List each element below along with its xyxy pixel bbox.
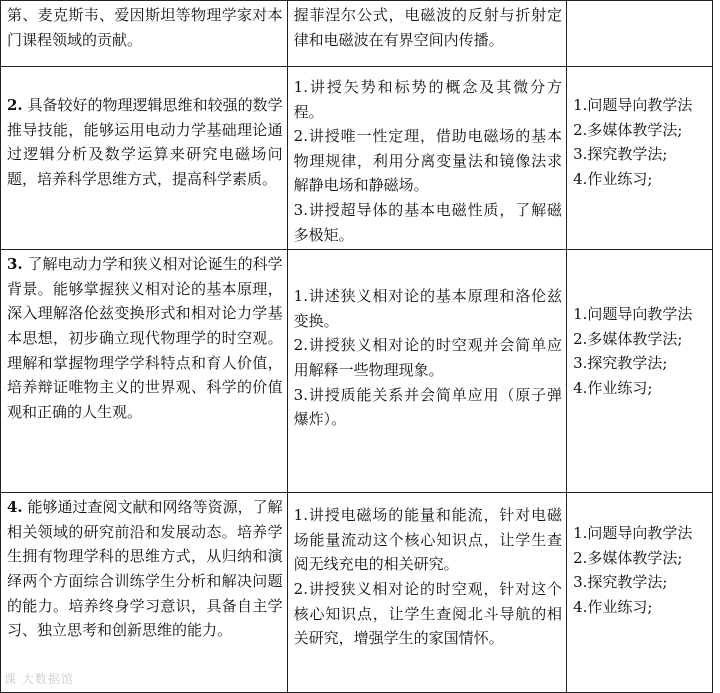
objective-text: 第、麦克斯韦、爱因斯坦等物理学家对本门课程领域的贡献。 bbox=[7, 6, 283, 49]
method-item: 1.问题导向教学法 bbox=[573, 524, 693, 543]
objective-number: 2. bbox=[7, 96, 23, 114]
objective-cell bbox=[1, 1, 288, 67]
method-item: 2.多媒体教学法; bbox=[573, 120, 683, 139]
method-item: 4.作业练习; bbox=[573, 169, 653, 188]
objective-cell bbox=[1, 250, 288, 493]
method-item: 3.探究教学法; bbox=[573, 573, 668, 592]
content-item: 1.讲授电磁场的能量和能流，针对电磁场能量流动这个核心知识点，让学生查阅无线充电的相关研究。 bbox=[293, 506, 563, 574]
content-cell bbox=[287, 250, 566, 493]
objective-cell bbox=[1, 493, 288, 693]
objective-number: 4. bbox=[7, 498, 23, 517]
content-item: 1.讲授矢势和标势的概念及其微分方程。 bbox=[293, 78, 563, 121]
method-cell bbox=[567, 250, 713, 493]
content-cell bbox=[287, 67, 566, 250]
method-item: 2.多媒体教学法; bbox=[573, 329, 683, 348]
content-cell bbox=[287, 1, 566, 67]
table-row bbox=[1, 250, 713, 493]
method-item: 1.问题导向教学法 bbox=[573, 305, 693, 324]
content-cell bbox=[287, 493, 566, 693]
content-item: 2.讲授唯一性定理，借助电磁场的基本物理规律，利用分离变量法和镜像法求解静电场和静磁场。 bbox=[293, 127, 563, 195]
content-item: 握菲涅尔公式，电磁波的反射与折射定律和电磁波在有界空间内传播。 bbox=[293, 6, 563, 49]
objective-text: 能够通过查阅文献和网络等资源，了解相关领域的研究前沿和发展动态。培养学生拥有物理学科的思维方式，从归纳和演绎两个方面综合训练学生分析和解决问题的能力。培养终身学习意识，具备自主学习、独立思考和创新思维的能力。 bbox=[7, 498, 283, 640]
objective-text: 具备较好的物理逻辑思维和较强的数学推导技能，能够运用电动力学基础理论通过逻辑分析及数学运算来研究电磁场问题，培养科学思维方式，提高科学素质。 bbox=[7, 96, 283, 188]
objective-number: 3. bbox=[7, 255, 23, 274]
objective-cell bbox=[1, 67, 288, 250]
method-item: 1.问题导向教学法 bbox=[573, 96, 693, 114]
content-item: 1.讲述狭义相对论的基本原理和洛伦兹变换。 bbox=[293, 287, 563, 330]
method-item: 2.多媒体教学法; bbox=[573, 548, 683, 567]
content-item: 2.讲授狭义相对论的时空观，针对这个核心知识点，让学生查阅北斗导航的相关研究，增强学生的家国情怀。 bbox=[293, 579, 563, 648]
method-item: 3.探究教学法; bbox=[573, 354, 668, 373]
table-row bbox=[1, 67, 713, 250]
method-cell bbox=[567, 493, 713, 693]
method-item: 4.作业练习; bbox=[573, 597, 653, 616]
content-item: 3.讲授超导体的基本电磁性质，了解磁多极矩。 bbox=[293, 200, 563, 244]
method-item: 3.探究教学法; bbox=[573, 145, 668, 164]
watermark: 课 大数据馆 bbox=[4, 672, 74, 686]
content-item: 2.讲授狭义相对论的时空观并会简单应用解释一些物理现象。 bbox=[293, 336, 563, 379]
method-cell bbox=[567, 67, 713, 250]
table-row bbox=[1, 493, 713, 693]
objective-text: 了解电动力学和狭义相对论诞生的科学背景。能够掌握狭义相对论的基本原理，深入理解洛伦兹变换形式和相对论力学基本思想，初步确立现代物理学的时空观。理解和掌握物理学学科特点和育人价值，培养辩证唯物主义的世界观、科学的价值观和正确的人生观。 bbox=[7, 255, 283, 421]
method-cell bbox=[567, 1, 713, 67]
table-row bbox=[1, 1, 713, 67]
method-item: 4.作业练习; bbox=[573, 378, 653, 397]
content-item: 3.讲授质能关系并会简单应用（原子弹爆炸）。 bbox=[293, 385, 563, 429]
